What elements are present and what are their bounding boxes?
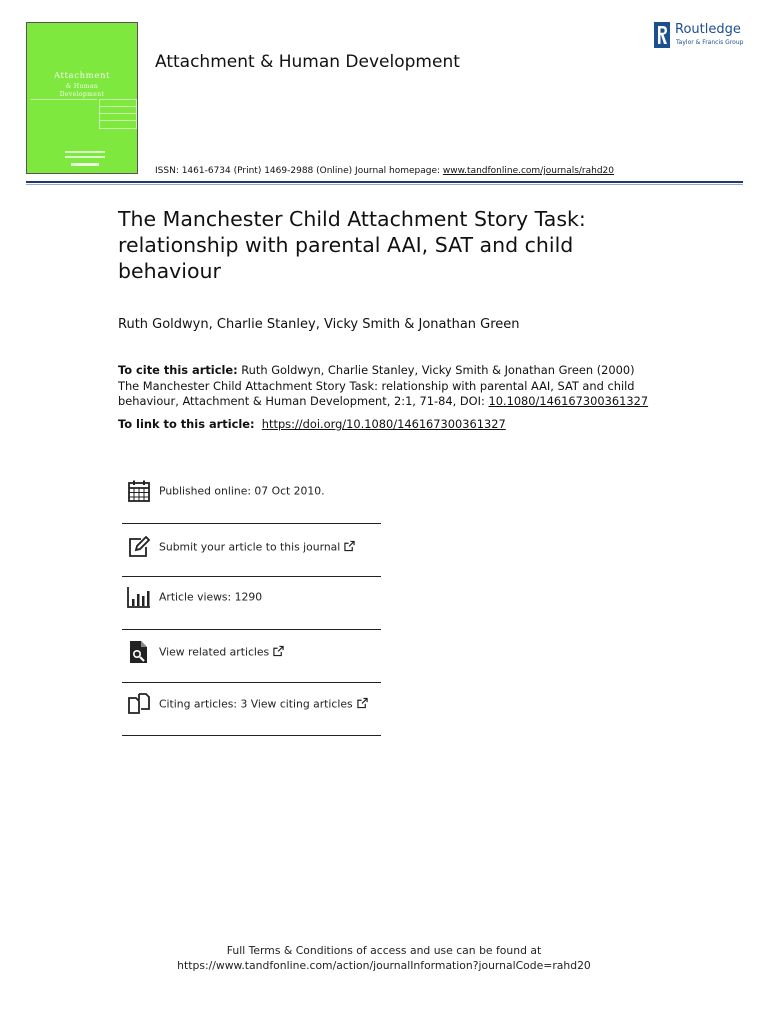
cover-title-line3: Development bbox=[59, 91, 105, 98]
related-articles-label bbox=[159, 646, 284, 659]
publisher-logo bbox=[654, 22, 746, 50]
cover-issue-box bbox=[99, 99, 137, 129]
external-link-icon bbox=[344, 541, 355, 552]
citation-label: To cite this article: bbox=[118, 363, 238, 377]
copy-documents-icon bbox=[127, 692, 151, 716]
cover-divider bbox=[31, 99, 97, 100]
article-views-text: Article views: 1290 bbox=[159, 590, 263, 604]
citation bbox=[118, 363, 658, 410]
related-articles-text: View related articles bbox=[159, 645, 270, 659]
cover-decoration bbox=[65, 156, 105, 158]
article-url-link[interactable]: https://doi.org/10.1080/146167300361327 bbox=[261, 417, 506, 431]
issn-text: ISSN: 1461-6734 (Print) 1469-2988 (Online) Journal homepage: bbox=[155, 166, 443, 176]
cover-title-line2: & Human bbox=[65, 83, 99, 90]
footer-terms-url[interactable]: https://www.tandfonline.com/action/journalInformation?journalCode=rahd20 bbox=[177, 959, 591, 972]
published-online-item bbox=[122, 465, 381, 517]
header-rule bbox=[26, 181, 743, 183]
publisher-tagline: Taylor & Francis Group bbox=[676, 39, 744, 46]
citation-text: Ruth Goldwyn, Charlie Stanley, Vicky Smith & Jonathan Green (2000) The Manchester Child Attachment Story Task: relationship with parental AAI, SAT and child behaviour, Attachment & Human Development, 2:1, 71-84, DOI: bbox=[118, 363, 635, 408]
divider bbox=[122, 735, 381, 736]
journal-cover bbox=[26, 22, 138, 174]
journal-homepage-link[interactable]: www.tandfonline.com/journals/rahd20 bbox=[442, 166, 615, 176]
footer bbox=[0, 943, 768, 973]
edit-icon bbox=[127, 535, 151, 559]
calendar-icon bbox=[127, 479, 151, 503]
bar-chart-icon bbox=[127, 585, 151, 609]
article-link-label: To link to this article: bbox=[118, 417, 255, 431]
cover-title-line1: Attachment bbox=[53, 71, 111, 81]
search-document-icon bbox=[127, 640, 151, 664]
submit-article-item[interactable] bbox=[122, 521, 381, 573]
doi-link[interactable]: 10.1080/146167300361327 bbox=[488, 394, 649, 408]
external-link-icon bbox=[273, 646, 284, 657]
article-title: The Manchester Child Attachment Story Task: relationship with parental AAI, SAT and child behaviour bbox=[118, 207, 586, 283]
citing-articles-item[interactable] bbox=[122, 678, 381, 730]
submit-article-label bbox=[159, 541, 355, 554]
citing-articles-label bbox=[159, 698, 368, 711]
issn-line bbox=[155, 166, 614, 176]
cover-publisher-mark bbox=[71, 163, 99, 166]
article-authors: Ruth Goldwyn, Charlie Stanley, Vicky Smith & Jonathan Green bbox=[118, 317, 520, 332]
citing-articles-text: Citing articles: 3 View citing articles bbox=[159, 697, 353, 711]
publisher-name: Routledge bbox=[675, 22, 741, 37]
routledge-r-icon bbox=[654, 22, 670, 48]
journal-title[interactable]: Attachment & Human Development bbox=[155, 52, 460, 72]
submit-article-text: Submit your article to this journal bbox=[159, 540, 341, 554]
header-rule-thin bbox=[26, 184, 743, 185]
external-link-icon bbox=[357, 698, 368, 709]
article-link bbox=[118, 417, 506, 431]
article-views-item bbox=[122, 571, 381, 623]
related-articles-item[interactable] bbox=[122, 626, 381, 678]
footer-terms: Full Terms & Conditions of access and use can be found at bbox=[226, 944, 542, 957]
published-online-text: Published online: 07 Oct 2010. bbox=[159, 484, 325, 498]
cover-decoration bbox=[65, 151, 105, 153]
